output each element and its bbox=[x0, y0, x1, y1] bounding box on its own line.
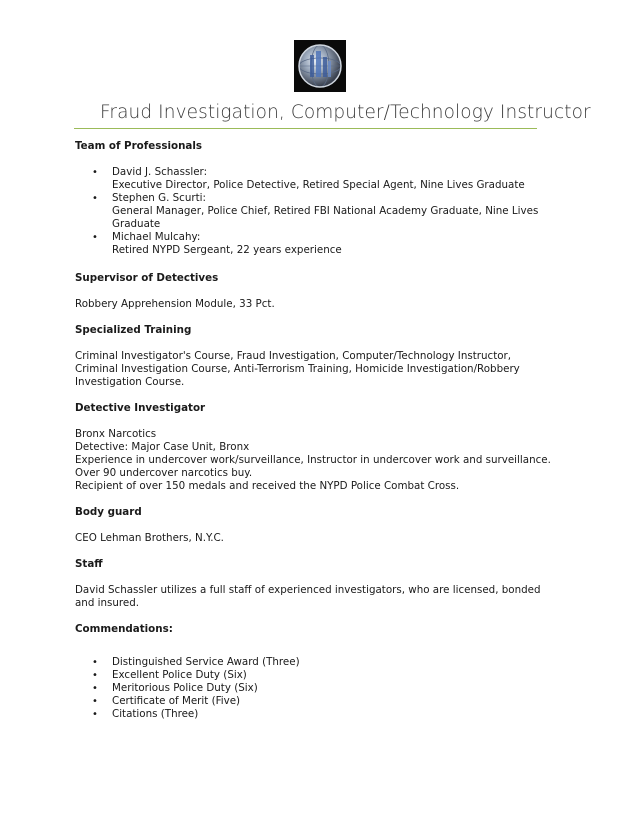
commendation-label: Excellent Police Duty (Six) bbox=[112, 669, 247, 681]
training-text: Criminal Investigator's Course, Fraud Investigation, Computer/Technology Instructor, Criminal Investigation Course, Anti-Terrorism Training, Homicide Investigation/Robbery Investigation Course. bbox=[75, 350, 520, 388]
list-item bbox=[75, 192, 555, 231]
detective-line: Recipient of over 150 medals and received the NYPD Police Combat Cross. bbox=[75, 480, 460, 492]
detective-line: Experience in undercover work/surveillance, Instructor in undercover work and surveillance. bbox=[75, 454, 551, 466]
supervisor-text: Robbery Apprehension Module, 33 Pct. bbox=[75, 298, 275, 310]
detective-line: Detective: Major Case Unit, Bronx bbox=[75, 441, 250, 453]
commendations-list bbox=[75, 656, 555, 721]
team-list bbox=[75, 166, 555, 257]
member-details: Executive Director, Police Detective, Retired Special Agent, Nine Lives Graduate bbox=[112, 179, 525, 191]
training-heading: Specialized Training bbox=[75, 324, 192, 336]
list-item bbox=[75, 682, 555, 695]
bullet-icon: • bbox=[92, 167, 98, 178]
member-details: General Manager, Police Chief, Retired FBI National Academy Graduate, Nine Lives Graduate bbox=[112, 205, 539, 230]
bullet-icon: • bbox=[92, 696, 98, 707]
list-item bbox=[75, 656, 555, 669]
detective-line: Over 90 undercover narcotics buy. bbox=[75, 467, 253, 479]
commendation-label: Citations (Three) bbox=[112, 708, 199, 720]
title-divider bbox=[74, 128, 537, 129]
bullet-icon: • bbox=[92, 670, 98, 681]
team-heading: Team of Professionals bbox=[75, 140, 203, 152]
bullet-icon: • bbox=[92, 657, 98, 668]
detective-lines bbox=[75, 428, 555, 493]
supervisor-heading: Supervisor of Detectives bbox=[75, 272, 219, 284]
member-name: David J. Schassler: bbox=[112, 166, 208, 178]
bullet-icon: • bbox=[92, 193, 98, 204]
document-body bbox=[75, 140, 555, 721]
list-item bbox=[75, 231, 555, 257]
list-item bbox=[75, 669, 555, 682]
detective-line: Bronx Narcotics bbox=[75, 428, 157, 440]
bullet-icon: • bbox=[92, 683, 98, 694]
member-name: Michael Mulcahy: bbox=[112, 231, 201, 243]
commendations-heading: Commendations: bbox=[75, 623, 173, 635]
globe-icon bbox=[295, 41, 345, 91]
commendation-label: Meritorious Police Duty (Six) bbox=[112, 682, 258, 694]
list-item bbox=[75, 708, 555, 721]
list-item bbox=[75, 166, 555, 192]
bodyguard-text: CEO Lehman Brothers, N.Y.C. bbox=[75, 532, 224, 544]
detective-heading: Detective Investigator bbox=[75, 402, 206, 414]
bullet-icon: • bbox=[92, 232, 98, 243]
commendation-label: Distinguished Service Award (Three) bbox=[112, 656, 300, 668]
staff-heading: Staff bbox=[75, 558, 103, 570]
member-details: Retired NYPD Sergeant, 22 years experience bbox=[112, 244, 342, 256]
page-title: Fraud Investigation, Computer/Technology Instructor bbox=[100, 102, 591, 123]
commendation-label: Certificate of Merit (Five) bbox=[112, 695, 241, 707]
member-name: Stephen G. Scurti: bbox=[112, 192, 206, 204]
bullet-icon: • bbox=[92, 709, 98, 720]
bodyguard-heading: Body guard bbox=[75, 506, 142, 518]
staff-text: David Schassler utilizes a full staff of experienced investigators, who are licensed, bonded and insured. bbox=[75, 584, 541, 609]
nine-lives-globe-logo bbox=[294, 40, 346, 92]
list-item bbox=[75, 695, 555, 708]
